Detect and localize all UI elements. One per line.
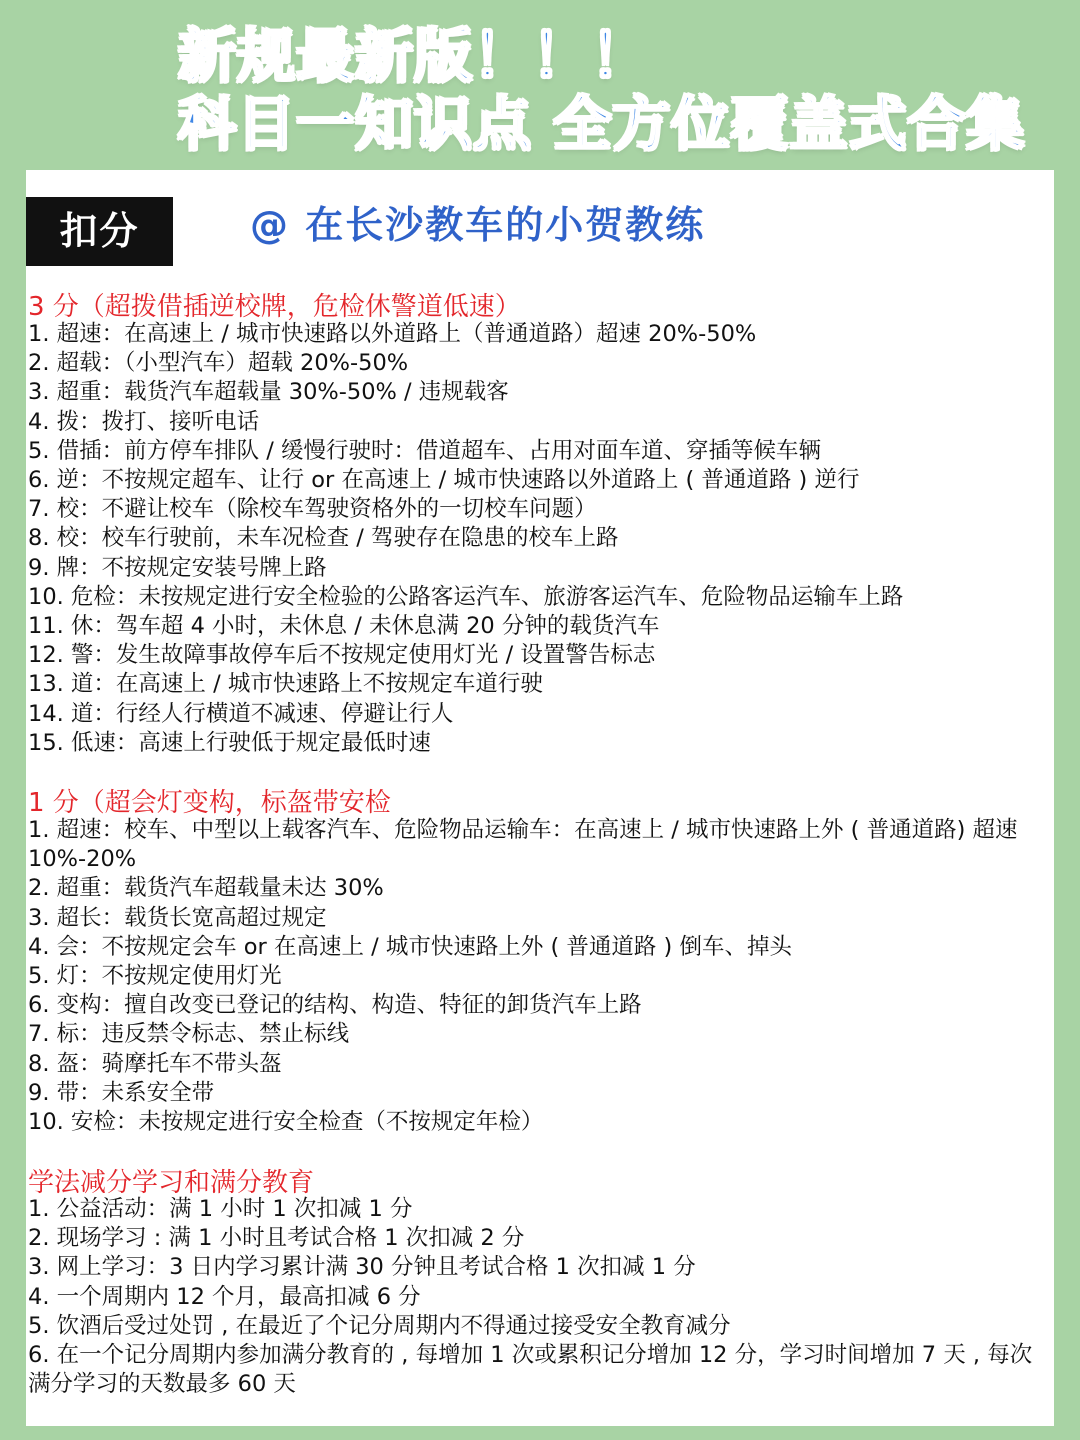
list-item: 6. 逆：不按规定超车、让行 or 在高速上 / 城市快速路以外道路上 ( 普通道路 ) 逆行 bbox=[28, 467, 860, 494]
section-education-title: 学法减分学习和满分教育 bbox=[28, 1168, 315, 1198]
list-item: 5. 灯：不按规定使用灯光 bbox=[28, 963, 282, 990]
list-item: 9. 带：未系安全带 bbox=[28, 1079, 215, 1106]
list-item: 1. 超速：在高速上 / 城市快速路以外道路上（普通道路）超速 20%-50% bbox=[28, 321, 757, 347]
list-item: 2. 超载：（小型汽车）超载 20%-50% bbox=[28, 350, 409, 377]
list-item: 1. 公益活动：满 1 小时 1 次扣减 1 分 bbox=[28, 1196, 413, 1222]
list-item: 3. 超长：载货长宽高超过规定 bbox=[28, 904, 327, 931]
list-item: 7. 标：违反禁令标志、禁止标线 bbox=[28, 1021, 350, 1048]
list-item: 5. 饮酒后受过处罚 , 在最近了个记分周期内不得通过接受安全教育减分 bbox=[28, 1312, 731, 1339]
list-item: 2. 超重：载货汽车超载量未达 30% bbox=[28, 875, 384, 902]
list-item: 3. 超重：载货汽车超载量 30%-50% / 违规载客 bbox=[28, 379, 509, 406]
list-item: 4. 会：不按规定会车 or 在高速上 / 城市快速路上外 ( 普通道路 ) 倒车、掉头 bbox=[28, 933, 792, 960]
section-1-point-title: 1 分（超会灯变构，标盔带安检 bbox=[28, 788, 391, 818]
list-item: 8. 盔：骑摩托车不带头盔 bbox=[28, 1050, 282, 1077]
section-3-points-title: 3 分（超拨借插逆校牌，危检休警道低速） bbox=[28, 292, 521, 322]
list-item: 15. 低速：高速上行驶低于规定最低时速 bbox=[28, 729, 431, 756]
list-item: 1. 超速：校车、中型以上载客汽车、危险物品运输车：在高速上 / 城市快速路上外 ( 普通道路) 超速 10%-20% bbox=[28, 817, 1018, 873]
list-item: 3. 网上学习：3 日内学习累计满 30 分钟且考试合格 1 次扣减 1 分 bbox=[28, 1254, 696, 1281]
list-item: 12. 警：发生故障事故停车后不按规定使用灯光 / 设置警告标志 bbox=[28, 642, 656, 669]
list-item: 2. 现场学习 : 满 1 小时且考试合格 1 次扣减 2 分 bbox=[28, 1225, 525, 1252]
deduction-badge: 扣分 bbox=[26, 197, 173, 266]
list-item: 10. 安检：未按规定进行安全检查（不按规定年检） bbox=[28, 1109, 544, 1136]
header bbox=[0, 0, 1080, 170]
list-item: 6. 变构：擅自改变已登记的结构、构造、特征的卸货汽车上路 bbox=[28, 992, 642, 1019]
list-item: 9. 牌：不按规定安装号牌上路 bbox=[28, 554, 327, 581]
list-item: 8. 校：校车行驶前，未车况检查 / 驾驶存在隐患的校车上路 bbox=[28, 525, 619, 552]
section-1-point-list bbox=[28, 816, 1054, 1137]
title-line-2: 科目一知识点 全方位覆盖式合集 bbox=[178, 90, 1026, 158]
list-item: 5. 借插：前方停车排队 / 缓慢行驶时：借道超车、占用对面车道、穿插等候车辆 bbox=[28, 437, 822, 464]
list-item: 4. 拨：拨打、接听电话 bbox=[28, 408, 260, 435]
content-card bbox=[26, 170, 1054, 1426]
title-line-1: 新规最新版！！！ bbox=[178, 22, 651, 90]
list-item: 6. 在一个记分周期内参加满分教育的 , 每增加 1 次或累积记分增加 12 分，学习时间增加 7 天 , 每次满分学习的天数最多 60 天 bbox=[28, 1342, 1033, 1398]
list-item: 10. 危检：未按规定进行安全检验的公路客运汽车、旅游客运汽车、危险物品运输车上路 bbox=[28, 583, 904, 610]
author-handle: @ 在长沙教车的小贺教练 bbox=[250, 203, 706, 247]
list-item: 4. 一个周期内 12 个月，最高扣减 6 分 bbox=[28, 1283, 421, 1310]
list-item: 11. 休：驾车超 4 小时，未休息 / 未休息满 20 分钟的载货汽车 bbox=[28, 613, 660, 640]
list-item: 13. 道：在高速上 / 城市快速路上不按规定车道行驶 bbox=[28, 671, 543, 698]
list-item: 7. 校：不避让校车（除校车驾驶资格外的一切校车问题） bbox=[28, 496, 597, 523]
section-education-list bbox=[28, 1195, 1054, 1399]
list-item: 14. 道：行经人行横道不减速、停避让行人 bbox=[28, 700, 454, 727]
section-3-points-list bbox=[28, 320, 903, 758]
